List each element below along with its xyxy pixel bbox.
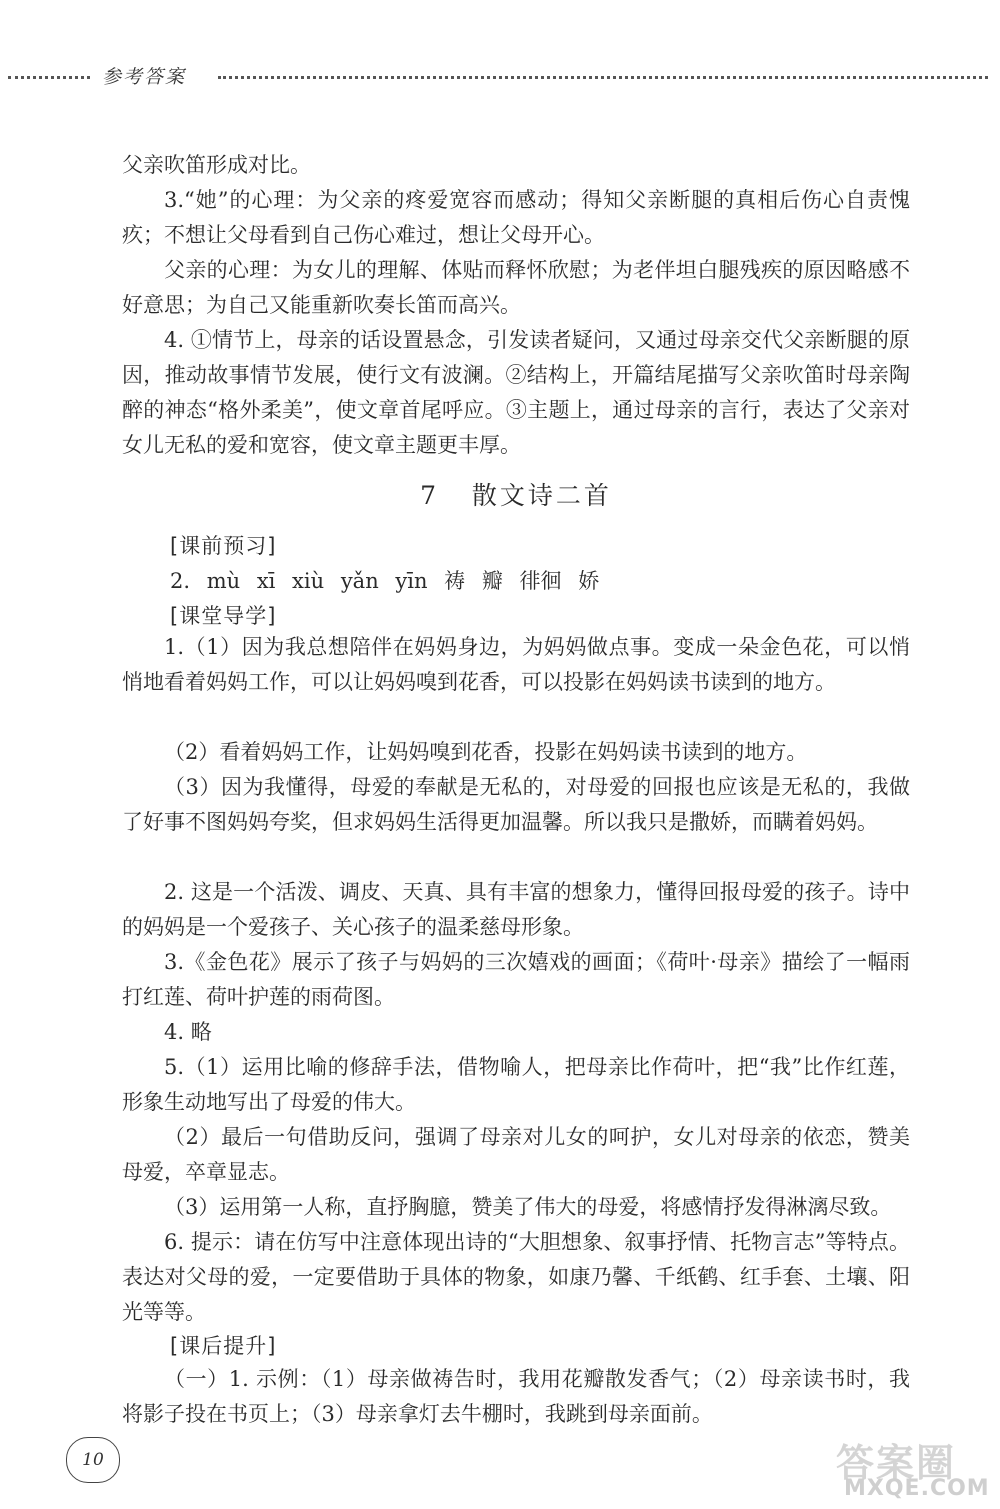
after-answer-1: （一）1. 示例：（1）母亲做祷告时，我用花瓣散发香气；（2）母亲读书时，我将影子投在书页上；（3）母亲拿灯去牛棚时，我跳到母亲面前。: [122, 1367, 910, 1426]
preview-answer: 2. mù xī xiù yǎn yīn 祷 瓣 徘徊 娇: [170, 569, 600, 593]
answer-3-daughter: 3.“她”的心理：为父亲的疼爱宽容而感动；得知父亲断腿的真相后伤心自责愧疚；不想让父母看到自己伤心难过，想让父母开心。: [122, 188, 910, 247]
continued-paragraph: 父亲吹笛形成对比。: [122, 153, 311, 177]
class-item-5-3: （3）运用第一人称，直抒胸臆，赞美了伟大的母爱，将感情抒发得淋漓尽致。: [164, 1195, 892, 1219]
section-title: [122, 476, 910, 512]
watermark-url: MXQE.COM: [844, 1476, 990, 1501]
class-item-1-3: （3）因为我懂得，母爱的奉献是无私的，对母爱的回报也应该是无私的，我做了好事不图妈妈夸奖，但求妈妈生活得更加温馨。所以我只是撒娇，而瞒着妈妈。: [122, 775, 910, 834]
header-title: 参考答案: [102, 66, 187, 88]
section-name: 散文诗二首: [471, 481, 612, 510]
class-item-5-1: 5.（1）运用比喻的修辞手法，借物喻人，把母亲比作荷叶，把“我”比作红莲，形象生动地写出了母爱的伟大。: [122, 1055, 910, 1114]
class-heading: [课堂导学]: [170, 604, 277, 628]
page-header: [0, 62, 1000, 92]
class-item-2: 2. 这是一个活泼、调皮、天真、具有丰富的想象力，懂得回报母爱的孩子。诗中的妈妈是一个爱孩子、关心孩子的温柔慈母形象。: [122, 880, 910, 939]
preview-heading: [课前预习]: [170, 534, 277, 558]
answer-3-father: 父亲的心理：为女儿的理解、体贴而释怀欣慰；为老伴坦白腿残疾的原因略感不好意思；为自己又能重新吹奏长笛而高兴。: [122, 258, 910, 317]
class-item-3: 3.《金色花》展示了孩子与妈妈的三次嬉戏的画面；《荷叶·母亲》描绘了一幅雨打红莲、荷叶护莲的雨荷图。: [122, 950, 910, 1009]
class-item-5-2: （2）最后一句借助反问，强调了母亲对儿女的呵护，女儿对母亲的依恋，赞美母爱，卒章显志。: [122, 1125, 910, 1184]
header-dotted-rule-right: [218, 76, 988, 79]
watermark-logo: [836, 1432, 988, 1502]
class-item-1-2: （2）看着妈妈工作，让妈妈嗅到花香，投影在妈妈读书读到的地方。: [164, 740, 808, 764]
answer-4: 4. ①情节上，母亲的话设置悬念，引发读者疑问，又通过母亲交代父亲断腿的原因，推动故事情节发展，使行文有波澜。②结构上，开篇结尾描写父亲吹笛时母亲陶醉的神态“格外柔美”，使文章首尾呼应。③主题上，通过母亲的言行，表达了父亲对女儿无私的爱和宽容，使文章主题更丰厚。: [122, 328, 910, 457]
class-item-4: 4. 略: [164, 1020, 212, 1044]
page-number: 10: [66, 1437, 120, 1483]
section-number: 7: [420, 481, 440, 510]
watermark-text: 答案圈: [836, 1441, 957, 1485]
class-item-6: 6. 提示：请在仿写中注意体现出诗的“大胆想象、叙事抒情、托物言志”等特点。表达对父母的爱，一定要借助于具体的物象，如康乃馨、千纸鹤、红手套、土壤、阳光等等。: [122, 1230, 910, 1324]
header-dotted-rule-left: [8, 76, 90, 79]
after-heading: [课后提升]: [170, 1334, 277, 1358]
class-item-1-1: 1.（1）因为我总想陪伴在妈妈身边，为妈妈做点事。变成一朵金色花，可以悄悄地看着妈妈工作，可以让妈妈嗅到花香，可以投影在妈妈读书读到的地方。: [122, 635, 910, 694]
